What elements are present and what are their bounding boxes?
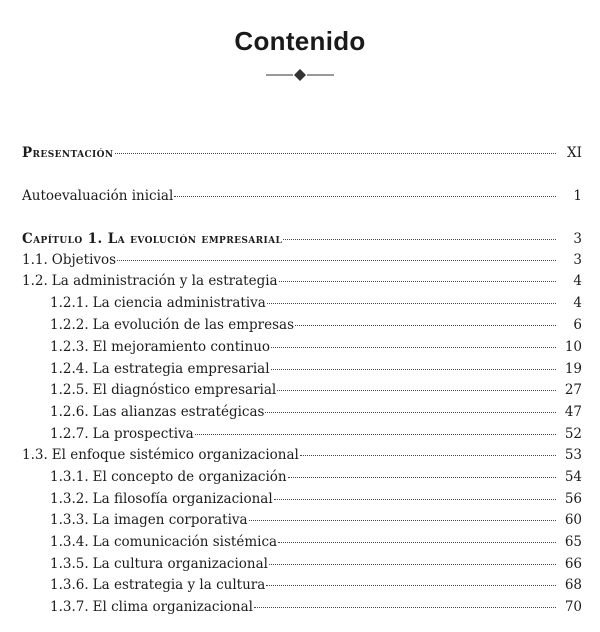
- dot-leader: [274, 499, 556, 500]
- toc-entry-number: 1.3.1.: [50, 469, 89, 485]
- toc-entry-page: 53: [564, 447, 582, 463]
- toc-entry-1-2-7[interactable]: [50, 425, 582, 443]
- dot-leader: [295, 325, 556, 326]
- toc-entry-label: Las alianzas estratégicas: [92, 404, 265, 420]
- dot-leader: [249, 520, 556, 521]
- dot-leader: [117, 260, 556, 261]
- toc-entry-label: La imagen corporativa: [92, 512, 248, 528]
- toc-entry-number: 1.3.6.: [50, 577, 89, 593]
- toc-entry-page: 4: [573, 295, 582, 311]
- toc-entry-presentacion[interactable]: [22, 144, 582, 162]
- toc-entry-label: La cultura organizacional: [92, 556, 268, 572]
- toc-entry-number: 1.2.4.: [50, 361, 89, 377]
- toc-entry-page: XI: [567, 145, 582, 161]
- dot-leader: [278, 542, 556, 543]
- toc-entry-1-3-2[interactable]: [50, 490, 582, 508]
- toc-entry-1-3-6[interactable]: [50, 576, 582, 594]
- toc-entry-number: 1.2.6.: [50, 404, 89, 420]
- dot-leader: [174, 196, 556, 197]
- dot-leader: [195, 434, 556, 435]
- toc-entry-1-3-3[interactable]: [50, 511, 582, 529]
- dot-leader: [115, 153, 556, 154]
- toc-entry-page: 3: [573, 252, 582, 268]
- dot-leader: [271, 369, 556, 370]
- toc-entry-number: 1.2.2.: [50, 317, 89, 333]
- dot-leader: [254, 607, 556, 608]
- toc-entry-1-2-1[interactable]: [50, 294, 582, 312]
- toc-entry-number: 1.3.: [22, 447, 48, 463]
- toc-entry-number: 1.2.: [22, 273, 48, 289]
- toc-entry-page: 47: [564, 404, 582, 420]
- toc-entry-page: 54: [564, 469, 582, 485]
- toc-entry-1-3-5[interactable]: [50, 555, 582, 573]
- toc-entry-1-3-4[interactable]: [50, 533, 582, 551]
- dot-leader: [279, 281, 556, 282]
- toc-entry-1-2-5[interactable]: [50, 381, 582, 399]
- toc-entry-number: 1.3.2.: [50, 491, 89, 507]
- toc-entry-1-3-1[interactable]: [50, 468, 582, 486]
- toc-entry-label: Objetivos: [51, 252, 117, 268]
- toc-entry-page: 4: [573, 273, 582, 289]
- toc-entry-1-2-6[interactable]: [50, 403, 582, 421]
- toc-entry-1-1[interactable]: [22, 251, 582, 269]
- toc-entry-label: Autoevaluación inicial: [22, 188, 174, 204]
- toc-entry-1-3-7[interactable]: [50, 598, 582, 616]
- toc-entry-number: 1.2.7.: [50, 426, 89, 442]
- toc-entry-number: 1.2.3.: [50, 339, 89, 355]
- toc-entry-page: 52: [564, 426, 582, 442]
- toc-entry-1-2-3[interactable]: [50, 338, 582, 356]
- toc-entry-label: La prospectiva: [92, 426, 194, 442]
- toc-entry-page: 56: [564, 491, 582, 507]
- toc-entry-label: La ciencia administrativa: [92, 295, 266, 311]
- toc-entry-label: Presentación: [22, 145, 114, 161]
- dot-leader: [283, 239, 556, 240]
- toc-entry-page: 27: [564, 382, 582, 398]
- toc-entry-label: La filosofía organizacional: [92, 491, 273, 507]
- toc-entry-label: Capítulo 1. La evolución empresarial: [22, 231, 283, 247]
- ornament-divider-icon: [266, 68, 334, 82]
- toc-entry-number: 1.3.3.: [50, 512, 89, 528]
- dot-leader: [269, 564, 556, 565]
- toc-entry-capitulo-1[interactable]: [22, 230, 582, 248]
- toc-entry-page: 6: [573, 317, 582, 333]
- toc-entry-page: 1: [573, 188, 582, 204]
- toc-entry-label: El enfoque sistémico organizacional: [51, 447, 299, 463]
- toc-entry-1-2[interactable]: [22, 272, 582, 290]
- toc-entry-number: 1.3.5.: [50, 556, 89, 572]
- toc-entry-page: 65: [564, 534, 582, 550]
- toc-entry-page: 70: [564, 599, 582, 615]
- dot-leader: [267, 303, 556, 304]
- toc-entry-number: 1.2.1.: [50, 295, 89, 311]
- page-title: Contenido: [234, 26, 366, 56]
- toc-entry-label: La comunicación sistémica: [92, 534, 278, 550]
- toc-entry-autoevaluacion[interactable]: [22, 187, 582, 205]
- toc-entry-label: El concepto de organización: [92, 469, 287, 485]
- dot-leader: [288, 477, 556, 478]
- toc-entry-label: La evolución de las empresas: [92, 317, 294, 333]
- toc-entry-label: El mejoramiento continuo: [92, 339, 271, 355]
- toc-entry-page: 3: [573, 231, 582, 247]
- toc-entry-number: 1.3.7.: [50, 599, 89, 615]
- dot-leader: [300, 455, 556, 456]
- toc-entry-1-2-4[interactable]: [50, 360, 582, 378]
- toc-entry-label: La administración y la estrategia: [51, 273, 278, 289]
- toc-entry-number: 1.1.: [22, 252, 48, 268]
- toc-entry-page: 10: [564, 339, 582, 355]
- toc-entry-label: La estrategia empresarial: [92, 361, 270, 377]
- toc-entry-page: 19: [564, 361, 582, 377]
- dot-leader: [277, 390, 556, 391]
- toc-entry-1-3[interactable]: [22, 446, 582, 464]
- dot-leader: [271, 347, 556, 348]
- toc-entry-number: 1.2.5.: [50, 382, 89, 398]
- toc-entry-label: La estrategia y la cultura: [92, 577, 266, 593]
- toc-entry-number: 1.3.4.: [50, 534, 89, 550]
- toc-entry-page: 66: [564, 556, 582, 572]
- toc-entry-label: El diagnóstico empresarial: [92, 382, 277, 398]
- toc-entry-page: 68: [564, 577, 582, 593]
- dot-leader: [266, 585, 556, 586]
- toc-entry-label: El clima organizacional: [92, 599, 253, 615]
- dot-leader: [265, 412, 556, 413]
- toc-entry-page: 60: [564, 512, 582, 528]
- toc-entry-1-2-2[interactable]: [50, 316, 582, 334]
